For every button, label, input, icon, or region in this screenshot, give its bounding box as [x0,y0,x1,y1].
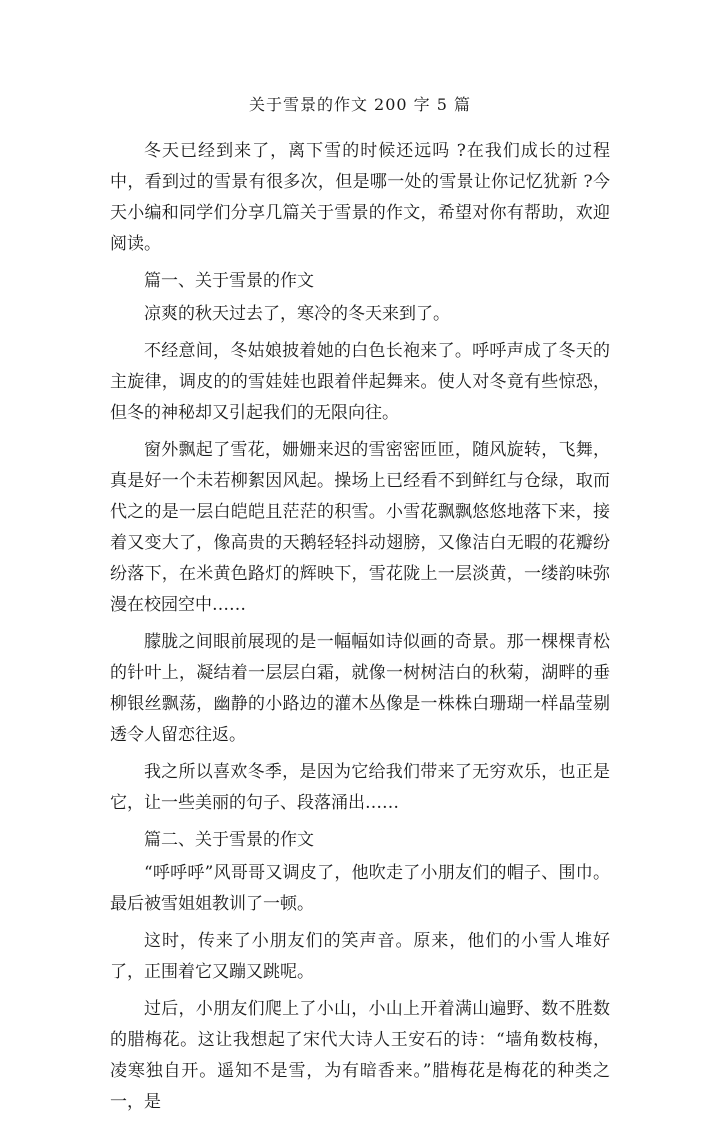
paragraph-intro: 冬天已经到来了，离下雪的时候还远吗 ?在我们成长的过程中，看到过的雪景有很多次，但是哪一处的雪景让你记忆犹新 ?今天小编和同学们分享几篇关于雪景的作文，希望对你有帮助，欢迎阅读。 [110,141,610,254]
paragraph: 朦胧之间眼前展现的是一幅幅如诗似画的奇景。那一棵棵青松的针叶上，凝结着一层层白霜，就像一树树洁白的秋菊，湖畔的垂柳银丝飘荡，幽静的小路边的灌木丛像是一株株白珊瑚一样晶莹剔透令人留恋往返。 [110,632,610,745]
section-heading-2: 篇二、关于雪景的作文 [144,830,314,850]
section-heading-1: 篇一、关于雪景的作文 [144,271,314,291]
paragraph: 窗外飘起了雪花，姗姗来迟的雪密密匝匝，随风旋转，飞舞，真是好一个未若柳絮因风起。操场上已经看不到鲜红与仓绿，取而代之的是一层白皑皑且茫茫的积雪。小雪花飘飘悠悠地落下来，接着又变大了，像高贵的天鹅轻轻抖动翅膀，又像洁白无暇的花瓣纷纷落下，在米黄色路灯的辉映下，雪花陇上一层淡黄，一缕韵味弥漫在校园空中…… [110,440,610,615]
paragraph: 我之所以喜欢冬季，是因为它给我们带来了无穷欢乐，也正是它，让一些美丽的句子、段落涌出…… [110,762,610,813]
paragraph: 这时，传来了小朋友们的笑声音。原来，他们的小雪人堆好了，正围着它又蹦又跳呢。 [110,931,610,982]
document-title: 关于雪景的作文 200 字 5 篇 [248,95,472,114]
document-body [110,136,610,1124]
paragraph: 过后，小朋友们爬上了小山，小山上开着满山遍野、数不胜数的腊梅花。这让我想起了宋代大诗人王安石的诗：“墙角数枝梅，凌寒独自开。遥知不是雪，为有暗香来。”腊梅花是梅花的种类之一，是 [110,999,610,1112]
paragraph: 不经意间，冬姑娘披着她的白色长袍来了。呼呼声成了冬天的主旋律，调皮的的雪娃娃也跟着伴起舞来。使人对冬竟有些惊恐，但冬的神秘却又引起我们的无限向往。 [110,341,610,423]
paragraph: “呼呼呼”风哥哥又调皮了，他吹走了小朋友们的帽子、围巾。最后被雪姐姐教训了一顿。 [110,863,610,914]
paragraph: 凉爽的秋天过去了，寒冷的冬天来到了。 [144,304,450,324]
